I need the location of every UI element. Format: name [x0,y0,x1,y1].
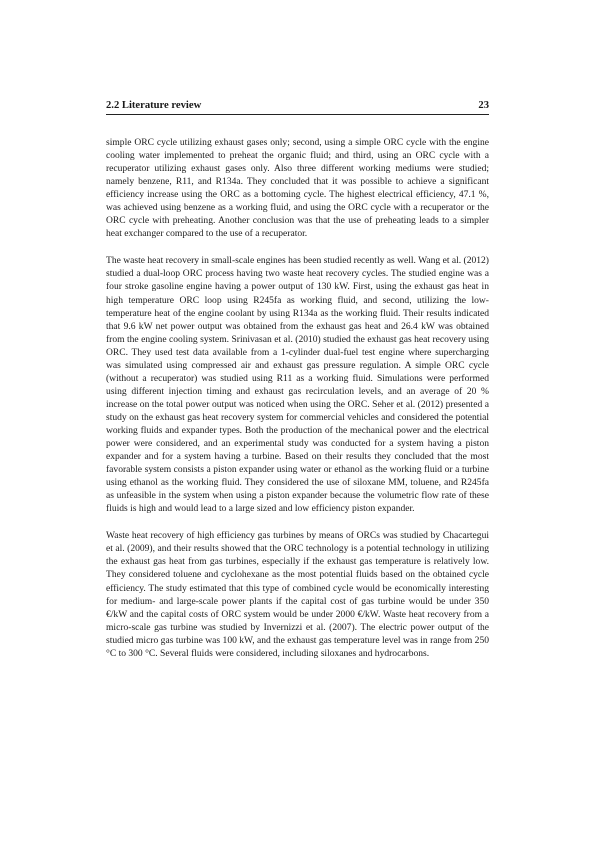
section-title: 2.2 Literature review [106,100,202,111]
paragraph-1: simple ORC cycle utilizing exhaust gases only; second, using a simple ORC cycle with the engine cooling water implemented to preheat the organic fluid; and third, using an ORC cycle with a recuperator utilizing exhaust gases only. Also three different working mediums were studied; namely benzene, R11, and R134a. They concluded that it was possible to achieve a significant efficiency increase using the ORC as a bottoming cycle. The highest electrical efficiency, 47.1 %, was achieved using benzene as a working fluid, and using the ORC cycle with a recuperator or the ORC cycle with preheating. Another conclusion was that the use of preheating leads to a simpler heat exchanger compared to the use of a recuperator. [106,137,489,240]
page-number: 23 [478,100,489,111]
header-rule [106,114,489,115]
paragraph-2: The waste heat recovery in small-scale engines has been studied recently as well. Wang et al. (2012) studied a dual-loop ORC process having two waste heat recovery cycles. The studied engine was a four stroke gasoline engine having a power output of 130 kW. First, using the exhaust gas heat in high temperature ORC loop using R245fa as working fluid, and second, utilizing the low-temperature heat of the engine coolant by using R134a as the working fluid. Their results indicated that 9.6 kW net power output was obtained from the exhaust gas heat and 26.4 kW was obtained from the engine cooling system. Srinivasan et al. (2010) studied the exhaust gas heat recovery using ORC. They used test data available from a 1-cylinder dual-fuel test engine where supercharging was simulated using compressed air and exhaust gas pressure regulation. A simple ORC cycle (without a recuperator) was studied using R11 as a working fluid. Simulations were performed using different injection timing and exhaust gas recirculation levels, and an average of 20 % increase on the total power output was noticed when using the ORC. Seher et al. (2012) presented a study on the exhaust gas heat recovery system for commercial vehicles and considered the potential working fluids and expander types. Both the production of the mechanical power and the electrical power were considered, and an experimental study was conducted for a system having a piston expander and for a system having a turbine. Based on their results they concluded that the most favorable system consists a piston expander using water or ethanol as the working fluid or a turbine using ethanol as the working fluid. They considered the use of siloxane MM, toluene, and R245fa as unfeasible in the system when using a piston expander because the volumetric flow rate of these fluids is high and would lead to a large sized and low efficiency piston expander. [106,255,489,515]
running-header [106,99,489,112]
body-text [106,136,489,660]
paragraph-3: Waste heat recovery of high efficiency gas turbines by means of ORCs was studied by Chacartegui et al. (2009), and their results showed that the ORC technology is a potential technology in utilizing the exhaust gas heat from gas turbines, especially if the exhaust gas temperature is relatively low. They considered toluene and cyclohexane as the most potential fluids based on the obtained cycle efficiency. The study estimated that this type of combined cycle would be economically interesting for medium- and large-scale power plants if the capital cost of gas turbine would be under 350 €/kW and the capital costs of ORC system would be under 2000 €/kW. Waste heat recovery from a micro-scale gas turbine was studied by Invernizzi et al. (2007). The electric power output of the studied micro gas turbine was 100 kW, and the exhaust gas temperature level was in range from 250 °C to 300 °C. Several fluids were considered, including siloxanes and hydrocarbons. [106,530,489,659]
